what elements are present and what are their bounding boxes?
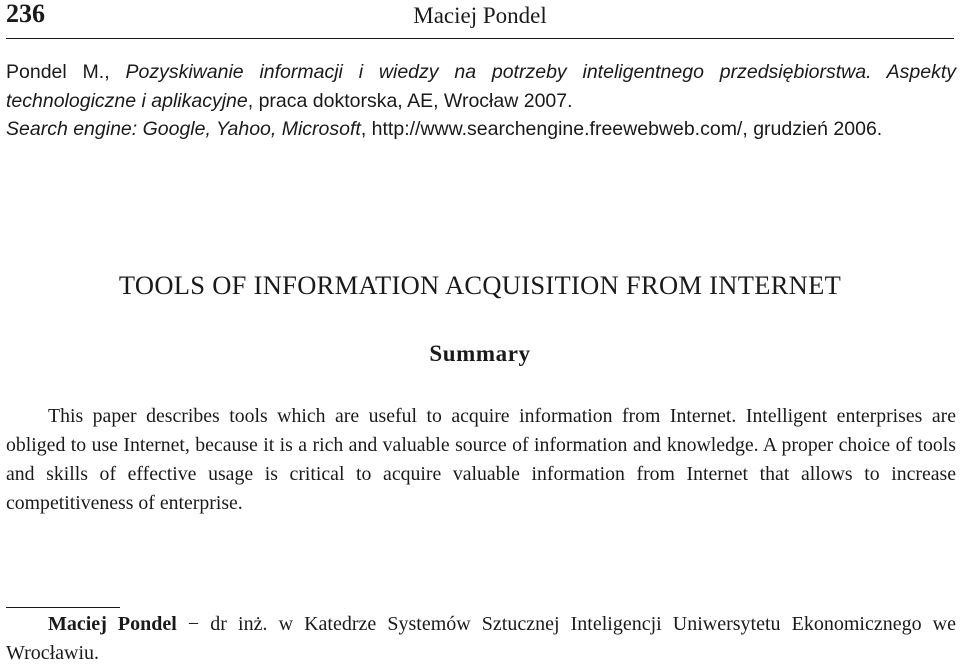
abstract-paragraph (6, 402, 956, 518)
running-header-author: Maciej Pondel (413, 3, 547, 28)
reference-author: Pondel M., (6, 61, 126, 83)
paper-title: TOOLS OF INFORMATION ACQUISITION FROM INTERNET (118, 270, 842, 300)
reference-details: , http://www.searchengine.freewebweb.com/, grudzień 2006. (360, 118, 883, 140)
footnote-affiliation: − dr inż. w Katedrze Systemów Sztucznej Inteligencji Uniwersytetu Ekonomicznego we Wrocławiu. (6, 613, 956, 664)
running-header (6, 0, 954, 34)
summary-heading: Summary (429, 341, 531, 366)
abstract-text: This paper describes tools which are useful to acquire information from Internet. Intelligent enterprises are obliged to use Internet, because it is a rich and valuable source of information and knowledge. A proper choice of tools and skills of effective usage is critical to acquire valuable information from Internet that allows to increase competitiveness of enterprise. (6, 405, 956, 514)
reference-item (6, 115, 956, 144)
footnote-author-name: Maciej Pondel (48, 613, 177, 635)
reference-item (6, 58, 956, 115)
reference-details: , praca doktorska, AE, Wrocław 2007. (247, 89, 573, 112)
reference-title: Pozyskiwanie informacji i wiedzy na potrzeby inteligentnego przedsiębiorstwa. Aspekty technologiczne i aplikacyjne (6, 61, 956, 112)
page-number: 236 (6, 0, 45, 28)
reference-title: Search engine: Google, Yahoo, Microsoft (6, 118, 361, 140)
header-rule (6, 38, 954, 39)
author-footnote (6, 610, 956, 668)
reference-list (6, 58, 956, 144)
footnote-rule (6, 607, 120, 608)
